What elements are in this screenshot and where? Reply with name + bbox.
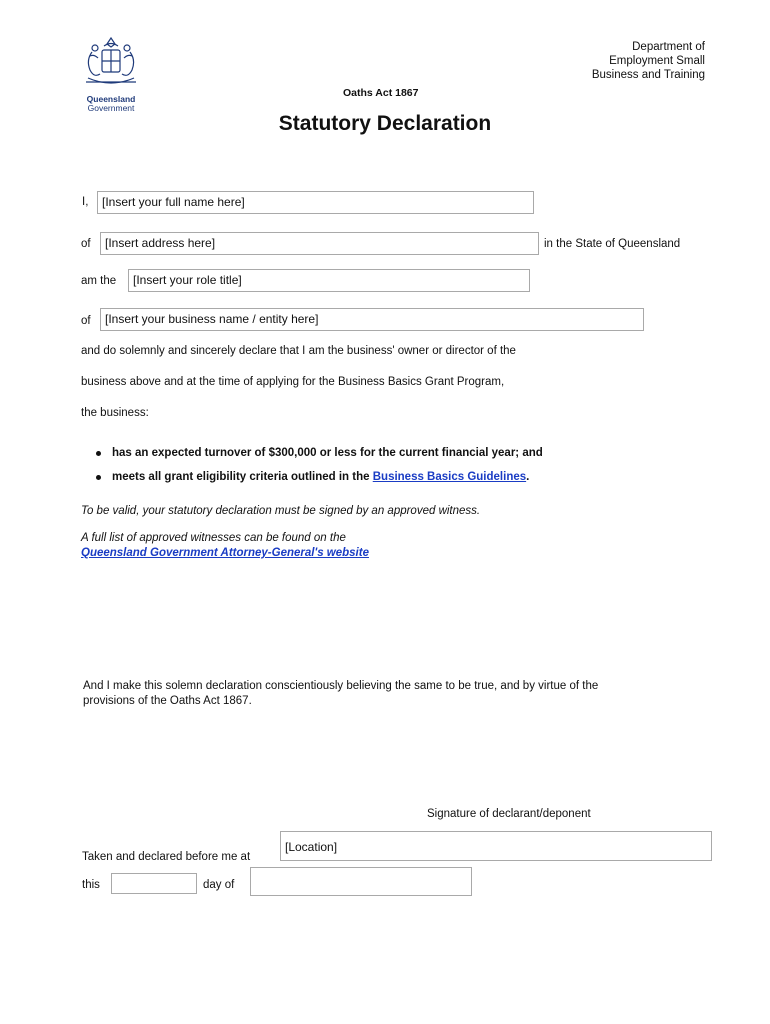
list-item-turnover	[94, 441, 543, 465]
label-am-the: am the	[81, 275, 117, 287]
list-item-criteria	[94, 465, 543, 489]
page-title: Statutory Declaration	[278, 112, 492, 135]
department-name	[592, 40, 705, 82]
label-of-address: of	[81, 238, 91, 250]
bullet-icon	[96, 475, 101, 480]
bullet-period: .	[526, 471, 530, 483]
declarant-signature-label: Signature of declarant/deponent	[427, 808, 591, 820]
location-field[interactable]: [Location]	[280, 831, 712, 861]
logo-text-government: Government	[87, 103, 135, 113]
label-of-business: of	[81, 315, 91, 327]
solemn-declaration-line-1: And I make this solemn declaration conscientiously believing the same to be true, and by virtue of the	[83, 680, 599, 692]
department-line-2: Employment Small	[609, 55, 705, 67]
label-i: I,	[82, 196, 89, 208]
department-line-1: Department of	[632, 41, 705, 53]
role-title-field[interactable]: [Insert your role title]	[128, 269, 530, 292]
eligibility-list	[94, 441, 543, 489]
business-basics-guidelines-link[interactable]: Business Basics Guidelines	[372, 471, 527, 483]
witness-note: A full list of approved witnesses can be found on the	[81, 532, 346, 544]
label-state: in the State of Queensland	[544, 238, 681, 250]
declaration-line-1: and do solemnly and sincerely declare that I am the business' owner or director of the	[81, 345, 516, 357]
logo-text-queensland: Queensland	[86, 94, 136, 104]
taken-declared-label: Taken and declared before me at	[82, 851, 251, 863]
department-line-3: Business and Training	[591, 69, 705, 81]
declaration-line-3: the business:	[81, 407, 149, 419]
address-field[interactable]: [Insert address here]	[100, 232, 539, 255]
full-name-field[interactable]: [Insert your full name here]	[97, 191, 534, 214]
bullet-text-criteria: meets all grant eligibility criteria outlined in the	[112, 471, 370, 483]
bullet-text-turnover: has an expected turnover of $300,000 or less for the current financial year; and	[112, 447, 543, 459]
day-of-label: day of	[203, 879, 235, 891]
bullet-icon	[96, 451, 101, 456]
business-name-field[interactable]: [Insert your business name / entity here]	[100, 308, 644, 331]
solemn-declaration-line-2: provisions of the Oaths Act 1867.	[83, 695, 252, 707]
queensland-government-logo	[80, 34, 142, 113]
attorney-general-website-link[interactable]: Queensland Government Attorney-General's website	[81, 547, 369, 559]
act-heading: Oaths Act 1867	[343, 87, 419, 99]
coat-of-arms-icon	[80, 34, 142, 90]
day-field[interactable]	[111, 873, 197, 894]
validity-note: To be valid, your statutory declaration must be signed by an approved witness.	[81, 505, 481, 517]
this-label: this	[82, 879, 100, 891]
declaration-line-2: business above and at the time of applying for the Business Basics Grant Program,	[81, 376, 505, 388]
month-field[interactable]	[250, 867, 472, 896]
